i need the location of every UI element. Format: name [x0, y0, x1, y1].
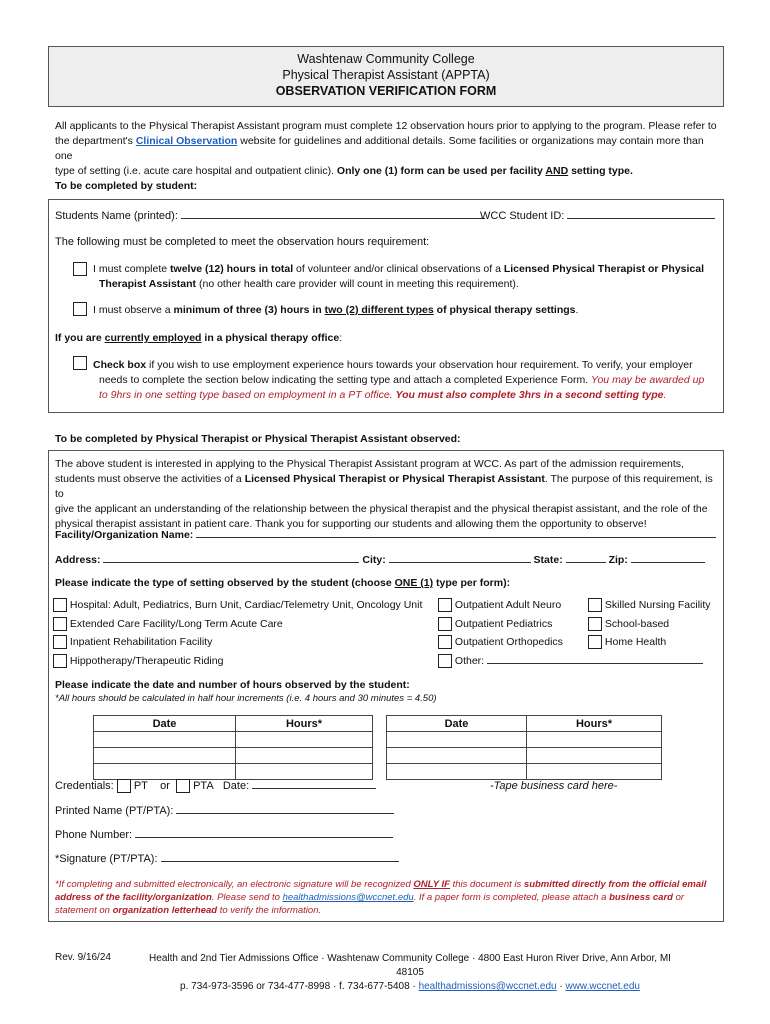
table-row: [387, 732, 662, 748]
setting-option[interactable]: Skilled Nursing Facility: [588, 598, 723, 617]
facility-name-field[interactable]: [196, 527, 716, 538]
credentials-row: Credentials: PT or PTA Date:: [55, 778, 376, 793]
form-header: [48, 46, 724, 107]
pta-checkbox[interactable]: [176, 779, 190, 793]
tape-business-card: -Tape business card here-: [490, 780, 618, 792]
intro-paragraph: All applicants to the Physical Therapist Assistant program must complete 12 observation hours prior to applying to the program. Please refer to the department's Clinical Observation website for guidelines and additional details. Some facilities or organizations may contain more than one type of setting (i.e. acute care hospital and outpatient clinic). Only one (1) form can be used per facility AND setting type.: [55, 120, 717, 177]
student-id-row: WCC Student ID:: [480, 208, 715, 222]
req2-checkbox[interactable]: [73, 302, 87, 316]
hours-heading: Please indicate the date and number of hours observed by the student:: [55, 679, 410, 691]
student-section-heading: To be completed by student:: [55, 180, 198, 192]
table-row: [387, 764, 662, 780]
pt-section-heading: To be completed by Physical Therapist or Physical Therapist Assistant observed:: [55, 433, 461, 445]
student-name-field[interactable]: [181, 208, 485, 219]
hours-table-left: [93, 715, 373, 780]
requirement-intro: The following must be completed to meet the observation hours requirement:: [55, 236, 430, 248]
hours-header: Hours*: [236, 716, 373, 732]
state-field[interactable]: [566, 552, 606, 563]
printed-name-row: Printed Name (PT/PTA):: [55, 803, 394, 817]
other-setting-field[interactable]: [487, 653, 703, 664]
printed-name-field[interactable]: [176, 803, 394, 814]
email-link[interactable]: healthadmissions@wccnet.edu: [282, 892, 414, 903]
setting-heading: Please indicate the type of setting observed by the student (choose ONE (1) type per form):: [55, 577, 511, 589]
date-header: Date: [94, 716, 236, 732]
hours-table-right: [386, 715, 662, 780]
employment-heading: If you are currently employed in a physical therapy office:: [55, 332, 343, 344]
footer-website-link[interactable]: www.wccnet.edu: [565, 981, 640, 992]
phone-row: Phone Number:: [55, 827, 393, 841]
form-title: OBSERVATION VERIFICATION FORM: [275, 84, 497, 98]
settings-column-2: [438, 598, 588, 654]
table-row: [94, 748, 373, 764]
program-name: Physical Therapist Assistant (APPTA): [282, 68, 490, 82]
footer: Health and 2nd Tier Admissions Office · Washtenaw Community College · 4800 East Huron River Drive, Ann Arbor, MI 48105 p. 734-973-3596 or 734-477-8998 · f. 734-677-5408 · healthadmissions@wccnet.edu · www.wccnet.edu: [149, 953, 671, 992]
setting-option[interactable]: Outpatient Orthopedics: [438, 635, 588, 654]
setting-option[interactable]: School-based: [588, 617, 723, 636]
footer-email-link[interactable]: healthadmissions@wccnet.edu: [418, 981, 557, 992]
date-field[interactable]: [252, 778, 376, 789]
student-name-row: Students Name (printed):: [55, 208, 485, 222]
setting-option[interactable]: Home Health: [588, 635, 723, 654]
req2-text: I must observe a minimum of three (3) hours in two (2) different types of physical therapy settings.: [93, 304, 579, 316]
signature-row: *Signature (PT/PTA):: [55, 851, 399, 865]
employment-text: Check box if you wish to use employment experience hours towards your observation hour requirement. To verify, your employer needs to complete the section below indicating the setting type and attach a completed Experience Form. You may be awarded up to 9hrs in one setting type based on employment in a PT office. You must also complete 3hrs in a second setting type.: [93, 359, 705, 401]
setting-option[interactable]: Outpatient Pediatrics: [438, 617, 588, 636]
req1-checkbox[interactable]: [73, 262, 87, 276]
facility-row: Facility/Organization Name:: [55, 527, 716, 541]
college-name: Washtenaw Community College: [297, 52, 475, 66]
req1-text: I must complete twelve (12) hours in total of volunteer and/or clinical observations of a Licensed Physical Therapist or Physical Therapist Assistant (no other health care provider will count in meeting this requirement).: [93, 263, 705, 290]
clinical-observation-link[interactable]: Clinical Observation: [135, 135, 238, 147]
setting-option-other[interactable]: Other:: [438, 653, 718, 668]
pt-intro-paragraph: The above student is interested in applying to the Physical Therapist Assistant program at WCC. As part of the admission requirements, students must observe the activities of a Licensed Physical Therapist or Physical Therapist Assistant. The purpose of this requirement, is to give the applicant an understanding of the relationship between the physical therapist and the physical therapist assistant, and the role of the physical therapist assistant in patient care. Thank you for supporting our students and allowing them the opportunity to observe!: [55, 458, 713, 530]
setting-option[interactable]: Extended Care Facility/Long Term Acute Care: [53, 617, 433, 636]
address-field[interactable]: [103, 552, 359, 563]
table-row: [387, 748, 662, 764]
setting-option[interactable]: Outpatient Adult Neuro: [438, 598, 588, 617]
hours-note: *All hours should be calculated in half hour increments (i.e. 4 hours and 30 minutes = 4.50): [55, 693, 437, 704]
address-row: Address: City: State: Zip:: [55, 552, 705, 566]
setting-option[interactable]: Hippotherapy/Therapeutic Riding: [53, 654, 433, 673]
city-field[interactable]: [389, 552, 531, 563]
revision-date: Rev. 9/16/24: [55, 952, 111, 963]
setting-option[interactable]: Inpatient Rehabilitation Facility: [53, 635, 433, 654]
electronic-signature-note: *If completing and submitted electronically, an electronic signature will be recognized ONLY IF this document is submitted directly from the official email address of the facility/organization. Please send to healthadmissions@wccnet.edu. If a paper form is completed, please attach a business card or statement on organization letterhead to verify the information.: [55, 879, 707, 916]
student-id-field[interactable]: [567, 208, 715, 219]
phone-field[interactable]: [135, 827, 393, 838]
date-header: Date: [387, 716, 527, 732]
hours-header: Hours*: [527, 716, 662, 732]
zip-field[interactable]: [631, 552, 705, 563]
settings-column-3: [588, 598, 723, 654]
employment-checkbox[interactable]: [73, 356, 87, 370]
pt-checkbox[interactable]: [117, 779, 131, 793]
table-row: [94, 732, 373, 748]
signature-field[interactable]: [161, 851, 399, 862]
settings-column-1: [53, 598, 433, 672]
setting-option[interactable]: Hospital: Adult, Pediatrics, Burn Unit, Cardiac/Telemetry Unit, Oncology Unit: [53, 598, 433, 617]
